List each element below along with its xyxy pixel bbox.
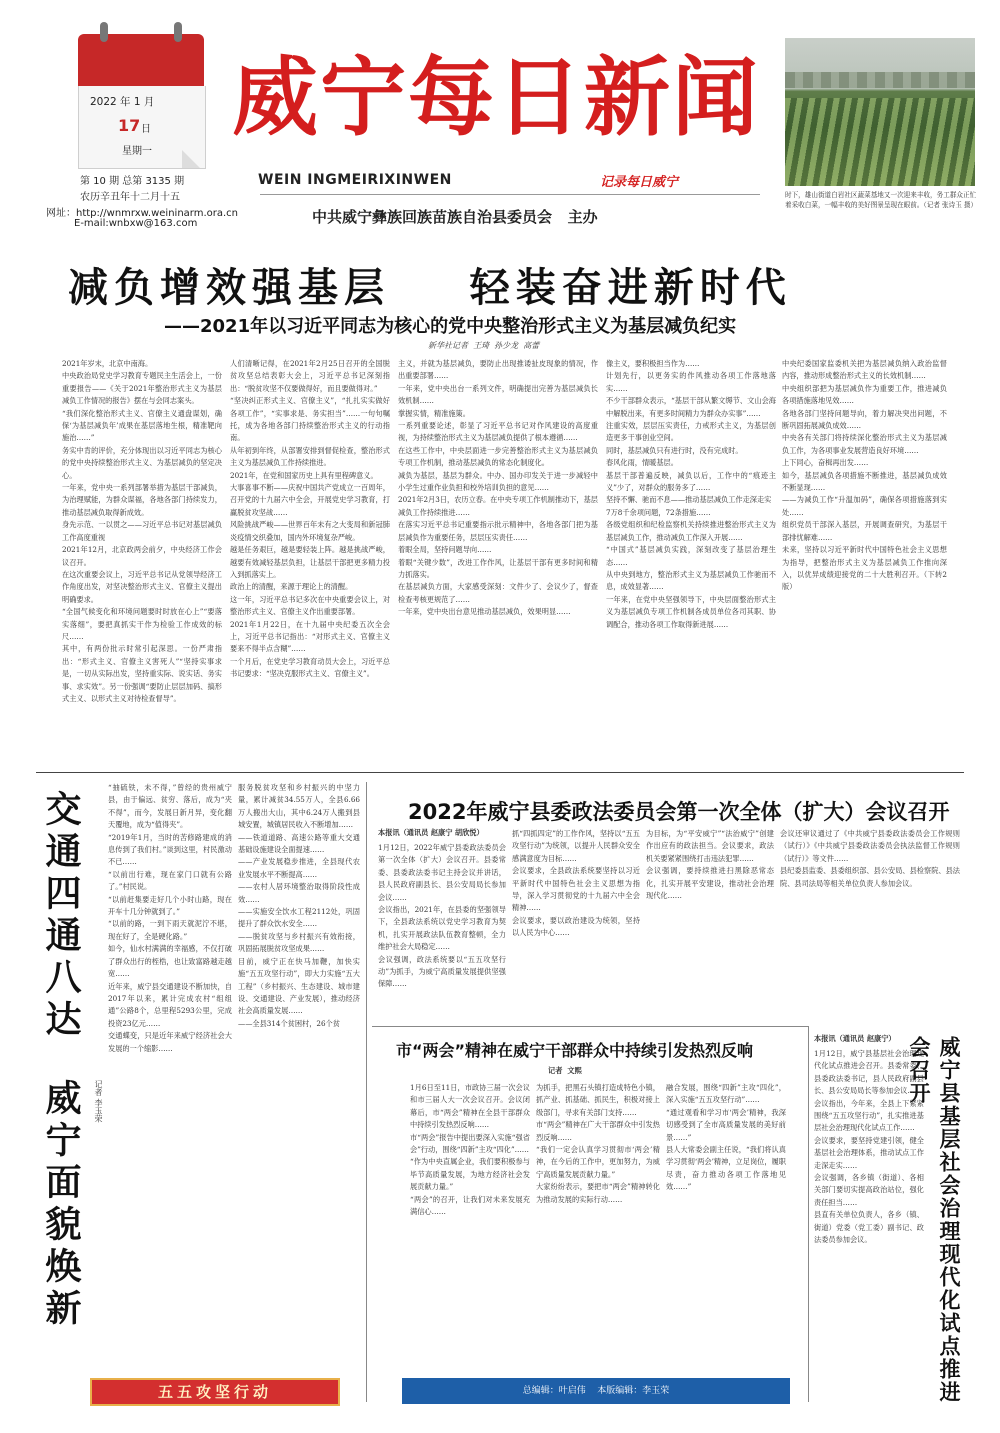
farm-photo	[785, 38, 975, 186]
lead-column-2: 人们清晰记得，在2021年2月25日召开的全国脱贫攻坚总结表彰大会上，习近平总书记深刻指出：“脱贫攻坚不仅要做得好，而且要做得对。” “坚决纠正形式主义、官僚主义”，“扎扎实实做好各项工作”，“实事求是、务实担当”……一句句嘱托，成为各地各部门持续整治形式主义的行动指南。 从年初到年终，从部署安排到督促检查，整治形式主义为基层减负工作持续推进。 2021年，在党和国家历史上具有里程碑意义。 大事喜事不断——庆祝中国共产党成立一百周年，召开党的十九届六中全会，开展党史学习教育，打赢脱贫攻坚战…… 风险挑战严峻——世界百年未有之大变局和新冠肺炎疫情交织叠加，国内外环境复杂严峻。 越是任务艰巨，越是要轻装上阵。越是挑战严峻，越要有效减轻基层负担，让基层干部把更多精力投入到抓落实上。 政治上的清醒，来源于理论上的清醒。 这一年，习近平总书记多次在中央重要会议上，对整治形式主义、官僚主义作出重要部署。 2021年1月22日，在十九届中央纪委五次全会上，习近平总书记指出：“对形式主义、官僚主义要来不得半点含糊”…… 一个月后，在党史学习教育动员大会上，习近平总书记要求：“坚决克服形式主义、官僚主义”。	[230, 359, 390, 679]
politics-column-2: 抓“四抓四定”的工作作风，坚持以“五五攻坚行动”为统领，以提升人民群众安全感满意度为目标…… 会议要求，全县政法系统要坚持以习近平新时代中国特色社会主义思想为指导，深入学习贯彻党的十九届六中全会精神…… 会议要求，要以政治建设为统领，坚持以人民为中心……	[512, 829, 640, 938]
footer-bar	[402, 1378, 790, 1404]
twosessions-byline: 记者 文熙	[548, 1066, 582, 1075]
vertical-divider	[366, 782, 367, 1402]
issue-number: 第 10 期 总第 3135 期	[80, 176, 185, 187]
politics-headline: 2022年威宁县委政法委员会第一次全体（扩大）会议召开	[408, 800, 950, 824]
politics-column-3: 为目标，为“平安威宁”“法治威宁”创建作出应有的政法担当。会议要求，政法机关要紧紧围绕打击违法犯罪…… 会议强调，要持续推进扫黑除恶常态化，扎实开展平安建设，推动社会治理现代化……	[646, 829, 774, 901]
sponsor-line: 中共威宁彝族回族苗族自治县委员会 主办	[312, 208, 598, 226]
lead-column-5: 中央纪委国家监委机关把为基层减负纳入政治监督内容，推动形成整治形式主义的长效机制…… 中央组织部把为基层减负作为重要工作，推进减负各项措施落地见效…… 各地各部门坚持问题导向，着力解决突出问题，不断巩固拓展减负成效…… 中央各有关部门将持续深化整治形式主义为基层减负工作，为各项事业发展营造良好环境…… 上下同心，奋楫再出发…… 如今，基层减负各项措施不断推进，基层减负成效不断显现…… ——为减负工作“升温加码”，确保各项措施落到实处…… 组织党员干部深入基层，开展调查研究，为基层干部排忧解难…… 未来，坚持以习近平新时代中国特色社会主义思想为指导，把整治形式主义为基层减负工作推向深入，以优异成绩迎接党的二十大胜利召开。（下转2版）	[782, 359, 947, 592]
feature-column-1: “抽硫铁，未不得，”曾经的贵州威宁县，由于偏远、贫穷、落后，成为“夹不得”，而今，发展日新月异，变化翻天覆地，成为“值得夹”。 “2019年1月，当时的苦修路建成的消息传到了我们村。”谈到这里，村民激动不已…… “以前出行难，现在家门口就有公路了。”村民说。 “以前赶集要走好几个小时山路，现在开车十几分钟就到了。” “以前的路，一到下雨天就泥泞不堪，现在好了，全是硬化路。” 如今，仙水村满满的幸福感，不仅打破了群众出行的桎梏，也让致富路越走越宽…… 近年来，威宁县交通建设不断加快，自2017年以来，累计完成农村“组组通”公路8个，总里程5293公里，完成投资23亿元…… 交通蝶变，只是近年来威宁经济社会大发展的一个缩影……	[108, 783, 232, 1053]
calendar-weekday: 星期一	[122, 146, 152, 157]
calendar-header	[78, 34, 204, 86]
right-vertical-divider	[808, 1026, 809, 1402]
photo-trees	[785, 72, 975, 88]
twosessions-column-3: 融合发展，围绕“四新”主攻“四化”，深入实施“五五攻坚行动”…… “通过观看和学习市‘两会’精神，我深切感受到了全市高质量发展的美好前景……” 县人大常委会副主任说，“我们将认真学习贯彻‘两会’精神，立足岗位，履职尽责，奋力推动各项工作落地见效……”	[666, 1083, 786, 1192]
campaign-banner	[90, 1378, 340, 1406]
calendar-day: 17	[118, 116, 141, 135]
lead-headline: 减负增效强基层 轻装奋进新时代	[68, 265, 792, 311]
politics-divider	[372, 1026, 808, 1027]
website-link[interactable]: 网址：http://wnmrxw.weininarm.ora.cn	[46, 208, 239, 219]
calendar-widget	[78, 22, 206, 170]
lead-column-4: 像主义，要积极担当作为…… 计划先行，以更务实的作风推动各项工作落地落实…… 不少干部群众表示，“基层干部从繁文缛节、文山会海中解脱出来，有更多时间精力为群众办实事”…… 注重实效，层层压实责任，力戒形式主义，为基层创造更多干事创业空间。 同时，基层减负只有进行时，没有完成时。 春风化雨，情暖基层。 基层干部普遍反映，减负以后，工作中的“痕迹主义”少了，对群众的服务多了…… 坚持不懈、驰而不息——推动基层减负工作走深走实 7万8千余项问题，72条措施…… 各级党组织和纪检监察机关持续推进整治形式主义为基层减负工作，推动减负工作深入开展…… “中国式”基层减负实践，深刻改变了基层治理生态…… 从中央到地方，整治形式主义为基层减负工作驰而不息，成效显著…… 一年来，在党中央坚强领导下，中央层面整治形式主义为基层减负专项工作机制各成员单位各司其职、协调配合，推动各项工作取得新进展……	[606, 359, 776, 629]
right-feature-byline: 本报讯（通讯员 赵康宁）	[814, 1034, 896, 1043]
email-link[interactable]: E-mail:wnbxw@163.com	[74, 218, 198, 229]
campaign-banner-text: 五五攻坚行动	[157, 1383, 272, 1401]
title-pinyin: WEIN INGMEIRIXINWEN	[258, 172, 452, 188]
newspaper-title: 威宁每日新闻	[232, 47, 760, 148]
lead-byline: 新华社记者 王琦 孙少龙 高蕾	[428, 341, 540, 350]
right-feature-headline-vertical: 威宁县基层社会治理现代化试点推进会召开	[907, 1036, 961, 1404]
section-divider	[36, 772, 964, 773]
lead-column-1: 2021年岁末，北京中南海。 中央政治局党史学习教育专题民主生活会上，一份重要报告——《关于2021年整治形式主义为基层减负工作情况的报告》摆在与会同志案头。 “我们深化整治形式主义、官僚主义通盘谋划，确保‘为基层减负年’成果在基层落地生根，精准靶向施治……” 务实中肯的评价，充分体现出以习近平同志为核心的党中央持续整治形式主义、为基层减负的坚定决心。 一年来，党中央一系列部署举措为基层干部减负，为治理赋能，为群众谋福，各地各部门持续发力，推动基层减负取得新成效。 身先示范、一以贯之——习近平总书记对基层减负工作高度重视 2021年12月，北京政两会前夕，中央经济工作会议召开。 在这次重要会议上，习近平总书记从党领导经济工作角度出发，对坚决整治形式主义、官僚主义提出明确要求。 “全国气候变化和环境问题要时时放在心上”“要落实落细”，要把真抓实干作为检验工作成效的标尺…… 其中，有两份批示时常引起深思。一份严肃指出：“形式主义、官僚主义害死人”“坚持实事求是，一切从实际出发，坚持重实际、说实话、务实事、求实效”。另一份强调“要防止层层加码、搞形式主义、以形式主义对待检查督导”。	[62, 359, 222, 703]
calendar-page-curl	[182, 150, 200, 168]
politics-column-4: 会议还审议通过了《中共威宁县委政法委员会工作规则（试行）》《中共威宁县委政法委员会执法监督工作规则（试行）》等文件…… 县纪委县监委、县委组织部、县公安局、县检察院、县法院、县司法局等相关单位负责人参加会议。	[780, 829, 960, 888]
lunar-date: 农历辛丑年十二月十五	[80, 192, 180, 203]
twosessions-column-2: 为抓手，把黑石头镇打造成特色小镇，抓产业、抓基础、抓民生，积极对接上级部门，寻求有关部门支持…… 市“两会”精神在广大干部群众中引发热烈反响…… “我们一定会认真学习贯彻市‘两会’精神，在今后的工作中，更加努力，为威宁高质量发展贡献力量。” 大家纷纷表示，要把市“两会”精神转化为推动发展的实际行动……	[536, 1083, 660, 1204]
politics-column-1: 1月12日，2022年威宁县委政法委员会第一次全体（扩大）会议召开。县委常委、县委政法委书记主持会议并讲话，县人民政府副县长、县公安局局长参加会议…… 会议指出，2021年，在县委的坚强领导下，全县政法系统以党史学习教育为契机，扎实开展政法队伍教育整顿，全力维护社会大局稳定…… 会议强调，政法系统要以“五五攻坚行动”为抓手，为威宁高质量发展提供坚强保障……	[378, 843, 506, 989]
feature-reporter: 记者 李玉荣	[94, 1080, 103, 1123]
slogan: 记录每日威宁	[600, 175, 679, 190]
footer-editor-credits: 总编辑：叶启伟 本版编辑：李玉荣	[522, 1386, 670, 1396]
politics-byline: 本报讯（通讯员 赵康宁 胡欣悦）	[378, 828, 484, 837]
photo-field-rows	[785, 98, 975, 186]
calendar-ring	[100, 22, 108, 42]
masthead	[0, 0, 1000, 230]
feature-headline-vertical: 交通四通八达 威宁面貌焕新	[40, 790, 81, 1332]
photo-caption: 时下，雄山街道白岩社区蔬菜基地又一次迎来丰收，务工群众正忙着采收白菜，一幅丰收的美好图景呈现在眼前。（记者 张诗玉 摄）	[785, 191, 978, 209]
calendar-day-unit: 日	[141, 124, 151, 135]
calendar-date-line: 2022 年 1 月	[90, 96, 155, 108]
lead-subhead: ——2021年以习近平同志为核心的党中央整治形式主义为基层减负纪实	[164, 316, 737, 337]
twosessions-column-1: 1月6日至11日，市政协三届一次会议和市三届人大一次会议召开。会议闭幕后，市“两会”精神在全县干部群众中持续引发热烈反响…… 市“两会”报告中提出要深入实施“强省会”行动，围绕“四新”主攻“四化”…… “作为中央直属企业，我们要积极参与毕节高质量发展，为地方经济社会发展贡献力量。” “两会”的召开，让我们对未来发展充满信心……	[410, 1083, 530, 1217]
slogan-underline	[260, 194, 760, 195]
twosessions-headline: 市“两会”精神在威宁干部群众中持续引发热烈反响	[396, 1041, 754, 1060]
right-feature-text: 1月12日，威宁县基层社会治理现代化试点推进会召开。县委常委、县委政法委书记，县人民政府副县长、县公安局局长等参加会议…… 会议指出，今年来，全县上下紧紧围绕“五五攻坚行动”，扎实推进基层社会治理现代化试点工作…… 会议要求，要坚持党建引领，健全基层社会治理体系，推动试点工作走深走实…… 会议强调，各乡镇（街道）、各相关部门要切实提高政治站位，强化责任担当…… 县直有关单位负责人，各乡（镇、街道）党委（党工委）副书记、政法委员参加会议。	[814, 1049, 924, 1245]
calendar-ring	[174, 22, 182, 42]
feature-column-2: 服务脱贫攻坚和乡村振兴的中坚力量，累计减贫34.55万人，全县6.66万人搬出大山，其中6.24万人搬到县城安置，城镇居民收入不断增加…… ——铁道道路、高速公路等重大交通基础设施建设全面提速…… ——产业发展稳步推进，全县现代农业发展水平不断提高…… ——农村人居环境整治取得阶段性成效…… ——实施安全饮水工程2112处，巩固提升了群众饮水安全…… ——脱贫攻坚与乡村振兴有效衔接，巩固拓展脱贫攻坚成果…… 目前，威宁正在快马加鞭，加快实施“五五攻坚行动”，即大力实施“五大工程”（乡村振兴、生态建设、城市建设、交通建设、产业发展），推动经济社会高质量发展…… ——全县314个贫困村，26个贫	[238, 783, 360, 1028]
lead-column-3: 主义，并就为基层减负，要防止出现推诿扯皮现象的情况，作出重要部署…… 一年来，党中央出台一系列文件，明确提出完善为基层减负长效机制…… 掌握实情，精准施策。 一系列重要论述，彰显了习近平总书记对作风建设的高度重视，为持续整治形式主义为基层减负提供了根本遵循…… 在这些工作中，中央层面进一步完善整治形式主义为基层减负专项工作机制，推动基层减负的常态化制度化。 减负为基层，基层为群众。中办、国办印发关于进一步减轻中小学生过重作业负担和校外培训负担的意见…… 2021年2月3日，农历立春。在中央专项工作机制推动下，基层减负工作持续推进…… 在落实习近平总书记重要指示批示精神中，各地各部门把为基层减负作为重要任务，层层压实责任…… 着眼全局，坚持问题导向…… 着眼“关键少数”，改进工作作风，让基层干部有更多时间和精力抓落实。 在基层减负方面，大家感受深刻：文件少了、会议少了，督查检查考核更规范了…… 一年来，党中央出台意见推动基层减负，效果明显……	[398, 359, 598, 617]
